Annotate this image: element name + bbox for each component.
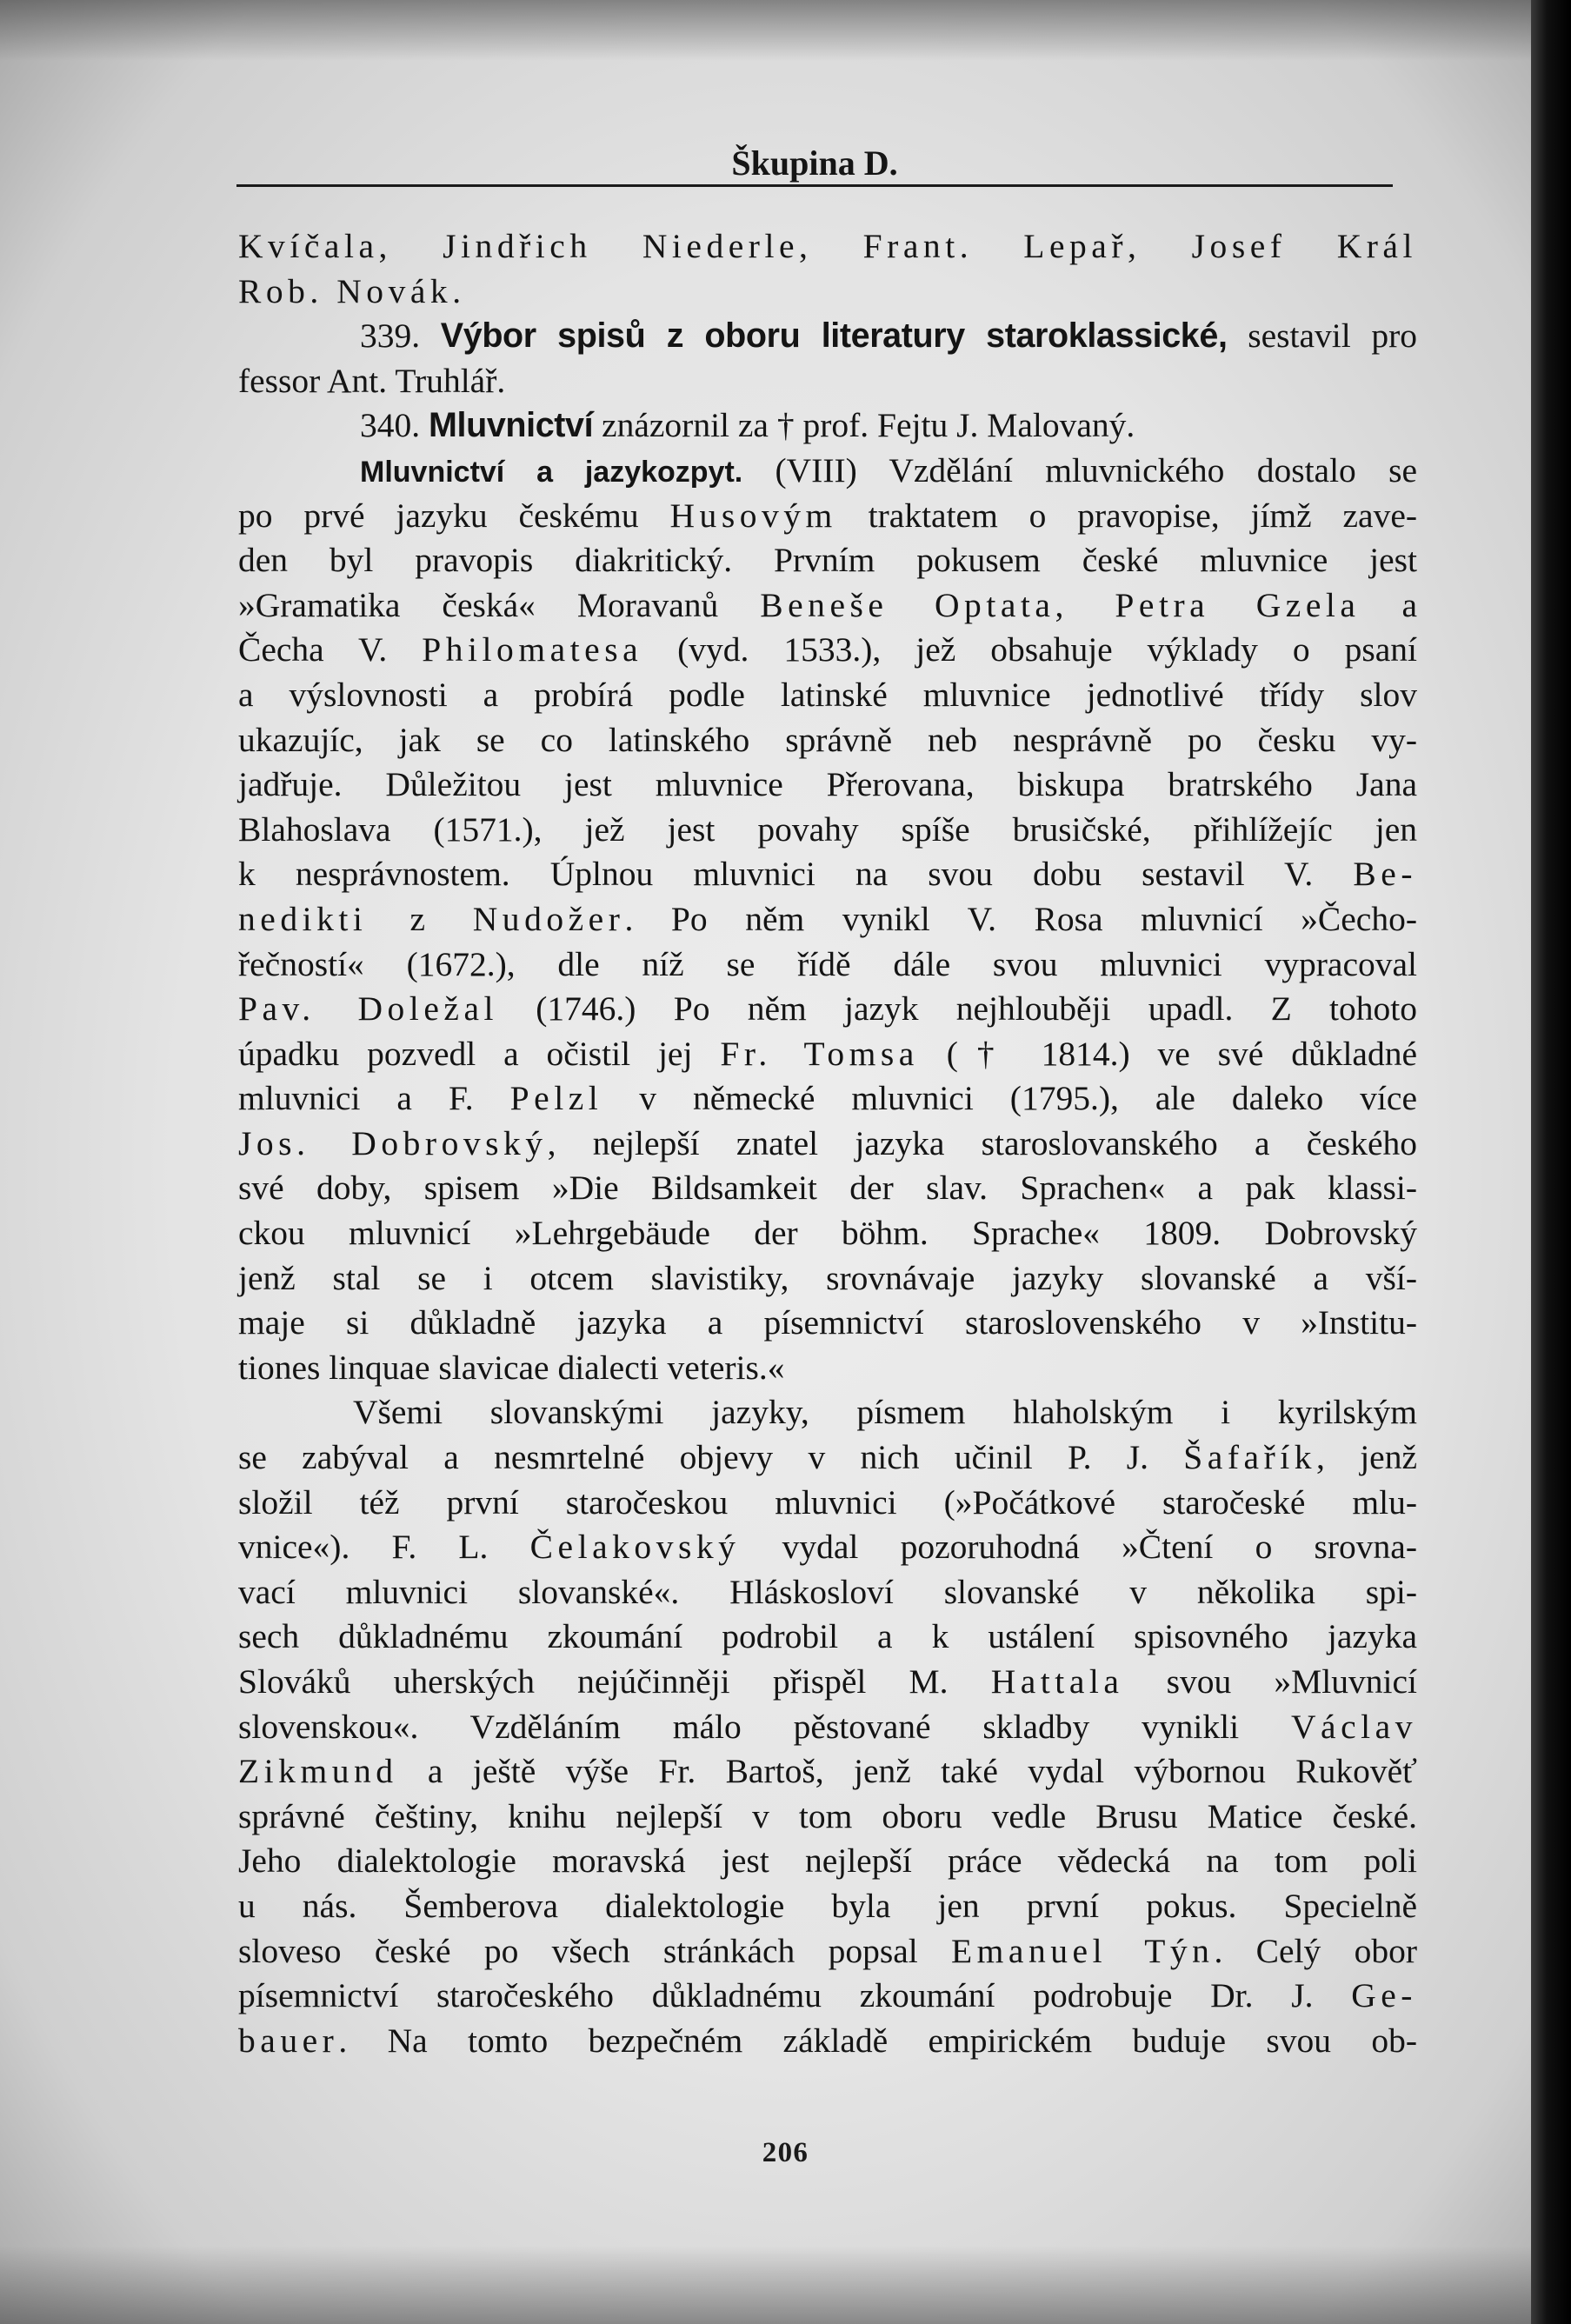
text-line — [238, 987, 1417, 1032]
text-run: , nejlepší znatel jazyka staroslovanského a českého — [547, 1123, 1417, 1162]
name-spaced: Husovým — [669, 496, 837, 535]
text-line — [238, 1839, 1417, 1884]
text-run: k nesprávnostem. Úplnou mluvnici na svou dobu sestavil V. — [238, 855, 1354, 894]
text-line — [238, 1660, 1417, 1705]
text-run: písemnictví staročeského důkladnému zkoumání podrobuje Dr. J. — [238, 1976, 1352, 2015]
text-run: Jeho dialektologie moravská jest nejlepší práce vědecká na tom poli — [238, 1841, 1417, 1881]
text-run: řečností« (1672.), dle níž se řídě dále svou mluvnici vypracoval — [238, 944, 1417, 983]
text-run: . Na tomto bezpečném základě empirickém buduje svou ob- — [338, 2021, 1417, 2060]
text-run: Všemi slovanskými jazyky, písmem hlaholským i kyrilským — [353, 1393, 1417, 1432]
text-line — [238, 673, 1417, 718]
text-run: svou »Mluvnicí — [1123, 1662, 1418, 1701]
name-spaced: Hattala — [990, 1662, 1124, 1701]
text-line — [238, 1435, 1417, 1481]
entry-number: 340. — [360, 406, 429, 445]
text-run: Čecha V. — [238, 630, 423, 669]
running-header: Škupina D. — [731, 143, 898, 183]
text-run: jenž stal se i otcem slavistiky, srovnávaje jazyky slovanské a vší- — [238, 1258, 1417, 1297]
text-line — [238, 1390, 1417, 1435]
text-line — [238, 224, 1417, 270]
text-run: . Celý obor — [1214, 1931, 1417, 1970]
text-run: , jenž — [1316, 1438, 1417, 1477]
name-spaced: Fr. Tomsa — [720, 1034, 919, 1073]
text-line — [238, 1525, 1417, 1570]
entry-title: Mluvnictví — [429, 406, 594, 445]
text-run: (1746.) Po něm jazyk nejhlouběji upadl. Z tohoto — [498, 989, 1417, 1029]
text-run: fessor Ant. Truhlář. — [238, 361, 506, 400]
text-run: Slováků uherských nejúčinněji přispěl M. — [238, 1662, 991, 1701]
text-run: vydal pozoruhodná »Čtení o srovna- — [740, 1528, 1417, 1567]
text-run: sech důkladnému zkoumání podrobil a k ustálení spisovného jazyka — [238, 1617, 1417, 1656]
text-run: (vyd. 1533.), jež obsahuje výklady o psaní — [642, 630, 1418, 669]
text-line — [238, 1166, 1417, 1211]
text-run: slovenskou«. Vzděláním málo pěstované skladby vynikli — [238, 1707, 1291, 1746]
text-line — [238, 1749, 1417, 1795]
name-spaced: Čelakovský — [529, 1528, 741, 1567]
text-run: den byl pravopis diakritický. Prvním pokusem české mluvnice jest — [238, 541, 1417, 580]
text-run: úpadku pozvedl a očistil jej — [238, 1034, 721, 1073]
text-line — [238, 718, 1417, 763]
text-run: ckou mluvnicí »Lehrgebäude der böhm. Sprache« 1809. Dobrovský — [238, 1214, 1417, 1253]
text-line — [238, 852, 1417, 897]
text-run: maje si důkladně jazyka a písemnictví staroslovenského v »Institu- — [238, 1303, 1417, 1342]
text-line — [238, 314, 1417, 359]
text-run: (VIII) Vzdělání mluvnického dostalo se — [742, 450, 1417, 489]
text-line — [238, 1705, 1417, 1750]
entry-number: 339. — [360, 316, 441, 356]
text-run: a — [1360, 585, 1417, 624]
text-run: své doby, spisem »Die Bildsamkeit der slav. Sprachen« a pak klassi- — [238, 1169, 1417, 1208]
text-run: v německé mluvnici (1795.), ale daleko více — [602, 1079, 1417, 1118]
text-line — [238, 762, 1417, 808]
scan-edge-right — [1531, 0, 1571, 2324]
text-line — [238, 1570, 1417, 1615]
text-run: jadřuje. Důležitou jest mluvnice Přerovana, biskupa bratrského Jana — [238, 765, 1417, 804]
name-spaced: Ge- — [1351, 1976, 1417, 2015]
text-line — [238, 628, 1417, 673]
name-spaced: Pelzl — [509, 1079, 603, 1118]
text-line — [238, 897, 1417, 942]
page-text — [238, 224, 1417, 2063]
text-line — [238, 538, 1417, 583]
text-line — [238, 1301, 1417, 1346]
text-run: a výslovnosti a probírá podle latinské mluvnice jednotlivé třídy slov — [238, 675, 1417, 714]
text-line — [238, 1076, 1417, 1122]
text-run: složil též první staročeskou mluvnici (»Počátkové staročeské mlu- — [238, 1482, 1417, 1522]
text-run: tiones linquae slavicae dialecti veteris.« — [238, 1348, 785, 1387]
text-run: vací mluvnici slovanské«. Hláskosloví slovanské v několika spi- — [238, 1572, 1417, 1611]
text-line — [238, 494, 1417, 539]
text-run: ukazujíc, jak se co latinského správně neb nesprávně po česku vy- — [238, 720, 1417, 759]
text-run: se zabýval a nesmrtelné objevy v nich učinil P. J. — [238, 1438, 1184, 1477]
text-line — [238, 942, 1417, 988]
text-line — [238, 1122, 1417, 1167]
name-spaced: Be- — [1353, 855, 1417, 894]
scan-shadow-top — [0, 0, 1571, 61]
text-line — [238, 1929, 1417, 1974]
text-run: u nás. Šemberova dialektologie byla jen první pokus. Specielně — [238, 1886, 1417, 1925]
text-run: († 1814.) ve své důkladné — [918, 1034, 1417, 1073]
name-spaced: Philomatesa — [422, 630, 643, 669]
text-line — [238, 1974, 1417, 2019]
text-line — [238, 1211, 1417, 1256]
text-line — [238, 1481, 1417, 1526]
name-spaced: Zikmund — [238, 1752, 398, 1791]
name-spaced: bauer — [238, 2021, 339, 2060]
text-run: traktatem o pravopise, jímž zave- — [836, 496, 1418, 535]
text-run: sestavil pro — [1227, 316, 1417, 356]
text-run: správné češtiny, knihu nejlepší v tom oboru vedle Brusu Matice české. — [238, 1796, 1417, 1835]
text-line — [238, 583, 1417, 629]
text-run: Blahoslava (1571.), jež jest povahy spíše brusičské, přihlížejíc jen — [238, 809, 1417, 849]
text-run: a ještě výše Fr. Bartoš, jenž také vydal výbornou Rukověť — [397, 1752, 1417, 1791]
entry-title: Výbor spisů z oboru literatury staroklassické, — [440, 316, 1228, 356]
text-line — [238, 1256, 1417, 1302]
text-run: sloveso české po všech stránkách popsal — [238, 1931, 952, 1970]
name-spaced: Šafařík — [1183, 1438, 1317, 1477]
text-run: mluvnici a F. — [238, 1079, 510, 1118]
text-line — [238, 1795, 1417, 1840]
text-line — [238, 1346, 1417, 1391]
name-spaced: Jos. Dobrovský — [238, 1123, 548, 1162]
text-run: vnice«). F. L. — [238, 1528, 530, 1567]
section-heading: Mluvnictví a jazykozpyt. — [360, 455, 743, 489]
name-spaced: Václav — [1290, 1707, 1417, 1746]
text-line — [238, 808, 1417, 853]
name-spaced: nedikti z Nudožer — [238, 899, 625, 938]
name-spaced: Beneše Optata, Petra Gzela — [760, 585, 1361, 624]
text-line — [238, 1615, 1417, 1660]
page-number: 206 — [762, 2137, 809, 2168]
text-line — [238, 270, 1417, 315]
text-run: . Po něm vynikl V. Rosa mluvnicí »Čecho- — [624, 899, 1417, 938]
header-rule — [236, 184, 1393, 187]
authors-spaced: Kvíčala, Jindřich Niederle, Frant. Lepař, Josef Král — [238, 227, 1417, 265]
scan-shadow-bottom — [0, 2246, 1571, 2324]
text-line — [238, 403, 1417, 449]
text-line — [238, 1032, 1417, 1077]
text-line — [238, 449, 1417, 494]
text-line — [238, 359, 1417, 404]
text-line — [238, 2019, 1417, 2064]
text-line — [238, 1884, 1417, 1929]
authors-spaced: Rob. Novák. — [238, 271, 466, 310]
text-run: »Gramatika česká« Moravanů — [238, 585, 761, 624]
name-spaced: Emanuel Týn — [951, 1931, 1215, 1970]
name-spaced: Pav. Doležal — [238, 989, 499, 1029]
text-run: znázornil za † prof. Fejtu J. Malovaný. — [593, 406, 1135, 445]
text-run: po prvé jazyku českému — [238, 496, 670, 535]
